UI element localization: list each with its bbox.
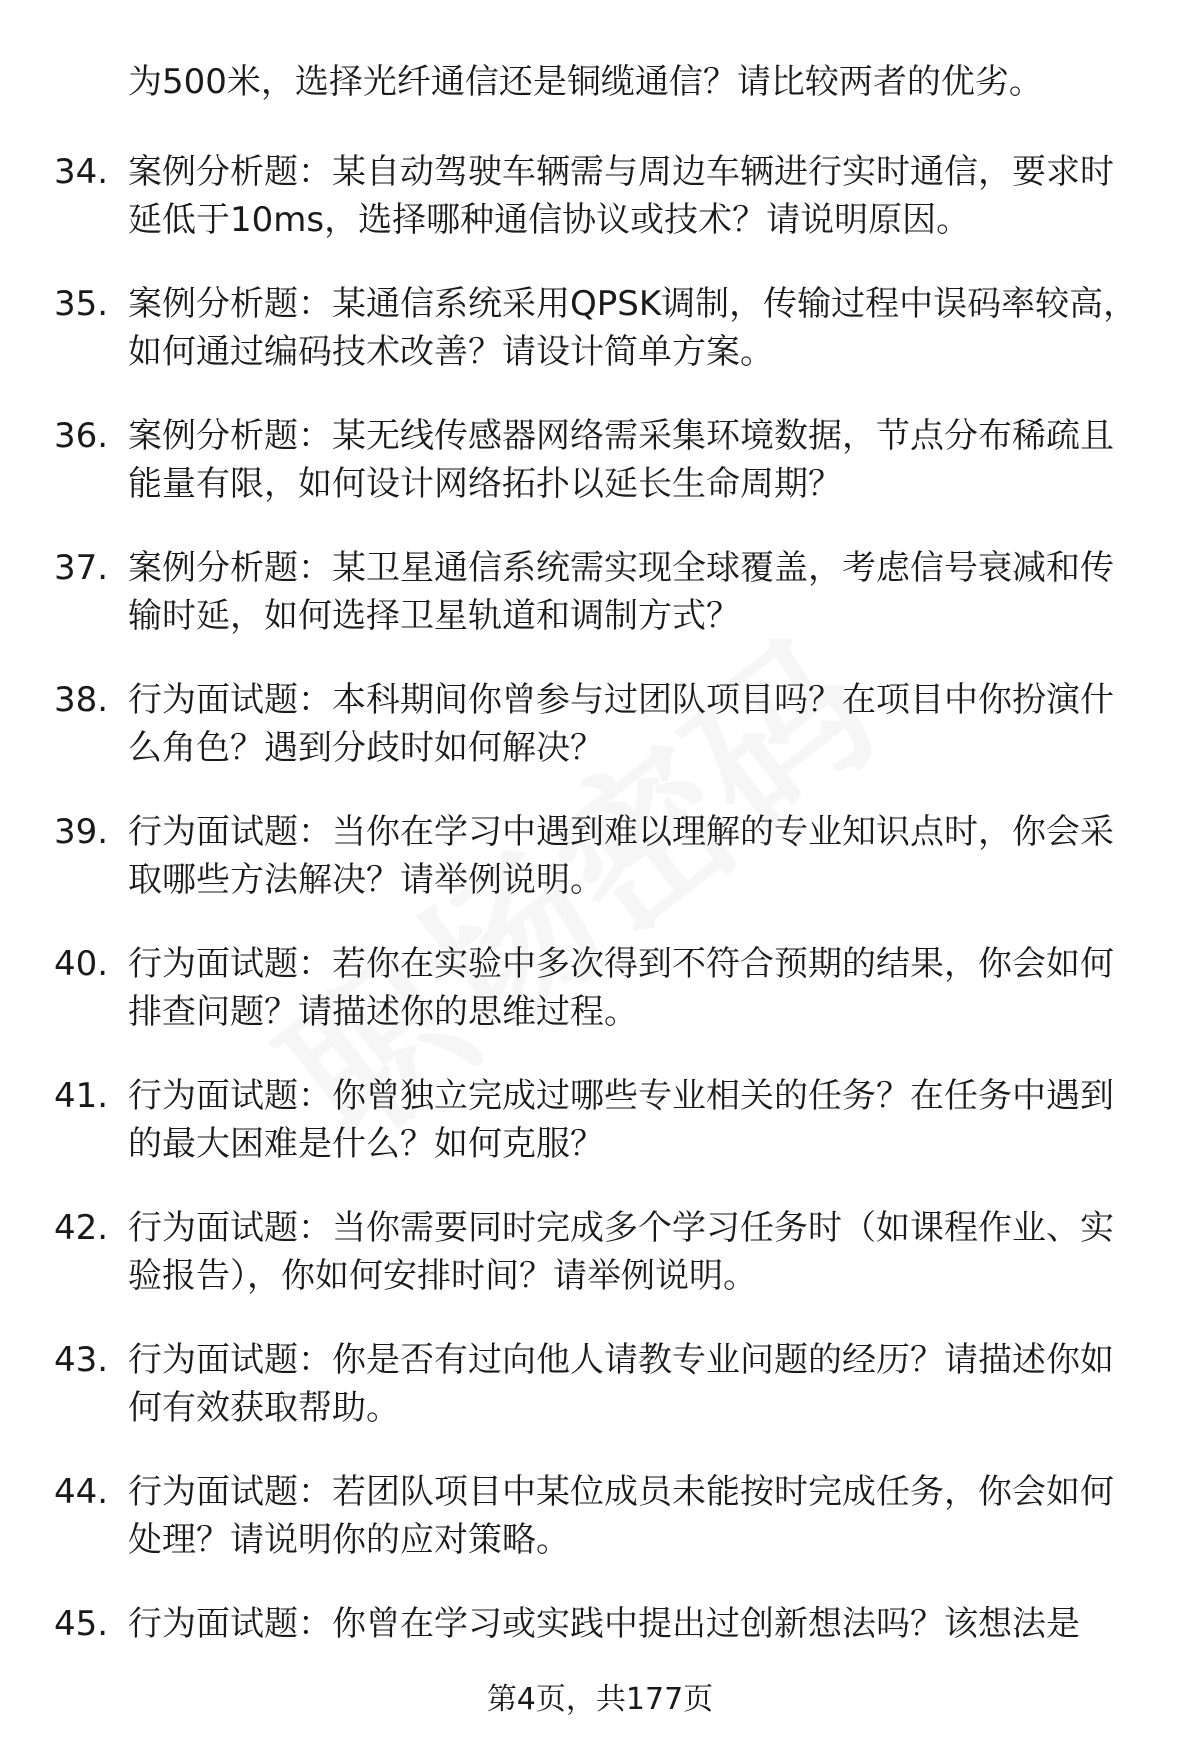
- question-text: 案例分析题：某通信系统采用QPSK调制，传输过程中误码率较高，如何通过编码技术改善？请设计简单方案。: [128, 284, 1138, 372]
- question-item: [0, 940, 1200, 1072]
- question-number: 35.: [54, 284, 109, 324]
- question-text: 行为面试题：你曾独立完成过哪些专业相关的任务？在任务中遇到的最大困难是什么？如何克服？: [128, 1076, 1114, 1164]
- question-text: 行为面试题：你曾在学习或实践中提出过创新想法吗？该想法是: [128, 1604, 1080, 1644]
- question-item: [0, 148, 1200, 280]
- question-list: [0, 148, 1200, 1732]
- question-text: 行为面试题：若你在实验中多次得到不符合预期的结果，你会如何排查问题？请描述你的思维过程。: [128, 944, 1114, 1032]
- question-text: 行为面试题：当你需要同时完成多个学习任务时（如课程作业、实验报告），你如何安排时间？请举例说明。: [128, 1208, 1114, 1296]
- question-text: 行为面试题：若团队项目中某位成员未能按时完成任务，你会如何处理？请说明你的应对策略。: [128, 1472, 1114, 1560]
- question-item: [0, 1204, 1200, 1336]
- continuation-text: 为500米，选择光纤通信还是铜缆通信？请比较两者的优劣。: [128, 62, 1043, 102]
- question-item: [0, 1336, 1200, 1468]
- question-number: 41.: [54, 1076, 109, 1116]
- question-item: [0, 1072, 1200, 1204]
- question-number: 37.: [54, 548, 109, 588]
- question-item: [0, 676, 1200, 808]
- page-footer: 第4页，共177页: [486, 1682, 714, 1717]
- question-number: 34.: [54, 152, 109, 192]
- question-number: 45.: [54, 1604, 109, 1644]
- question-text: 案例分析题：某自动驾驶车辆需与周边车辆进行实时通信，要求时延低于10ms，选择哪种通信协议或技术？请说明原因。: [128, 152, 1114, 240]
- question-text: 行为面试题：当你在学习中遇到难以理解的专业知识点时，你会采取哪些方法解决？请举例说明。: [128, 812, 1114, 900]
- question-number: 36.: [54, 416, 109, 456]
- question-number: 40.: [54, 944, 109, 984]
- question-item: [0, 544, 1200, 676]
- question-item: [0, 280, 1200, 412]
- question-number: 44.: [54, 1472, 109, 1512]
- question-number: 38.: [54, 680, 109, 720]
- question-number: 42.: [54, 1208, 109, 1248]
- question-item: [0, 412, 1200, 544]
- question-number: 43.: [54, 1340, 109, 1380]
- question-item: [0, 1468, 1200, 1600]
- question-item: [0, 808, 1200, 940]
- question-number: 39.: [54, 812, 109, 852]
- question-text: 案例分析题：某无线传感器网络需采集环境数据，节点分布稀疏且能量有限，如何设计网络拓扑以延长生命周期？: [128, 416, 1114, 504]
- question-text: 案例分析题：某卫星通信系统需实现全球覆盖，考虑信号衰减和传输时延，如何选择卫星轨道和调制方式？: [128, 548, 1114, 636]
- question-text: 行为面试题：你是否有过向他人请教专业问题的经历？请描述你如何有效获取帮助。: [128, 1340, 1114, 1428]
- question-text: 行为面试题：本科期间你曾参与过团队项目吗？在项目中你扮演什么角色？遇到分歧时如何解决？: [128, 680, 1114, 768]
